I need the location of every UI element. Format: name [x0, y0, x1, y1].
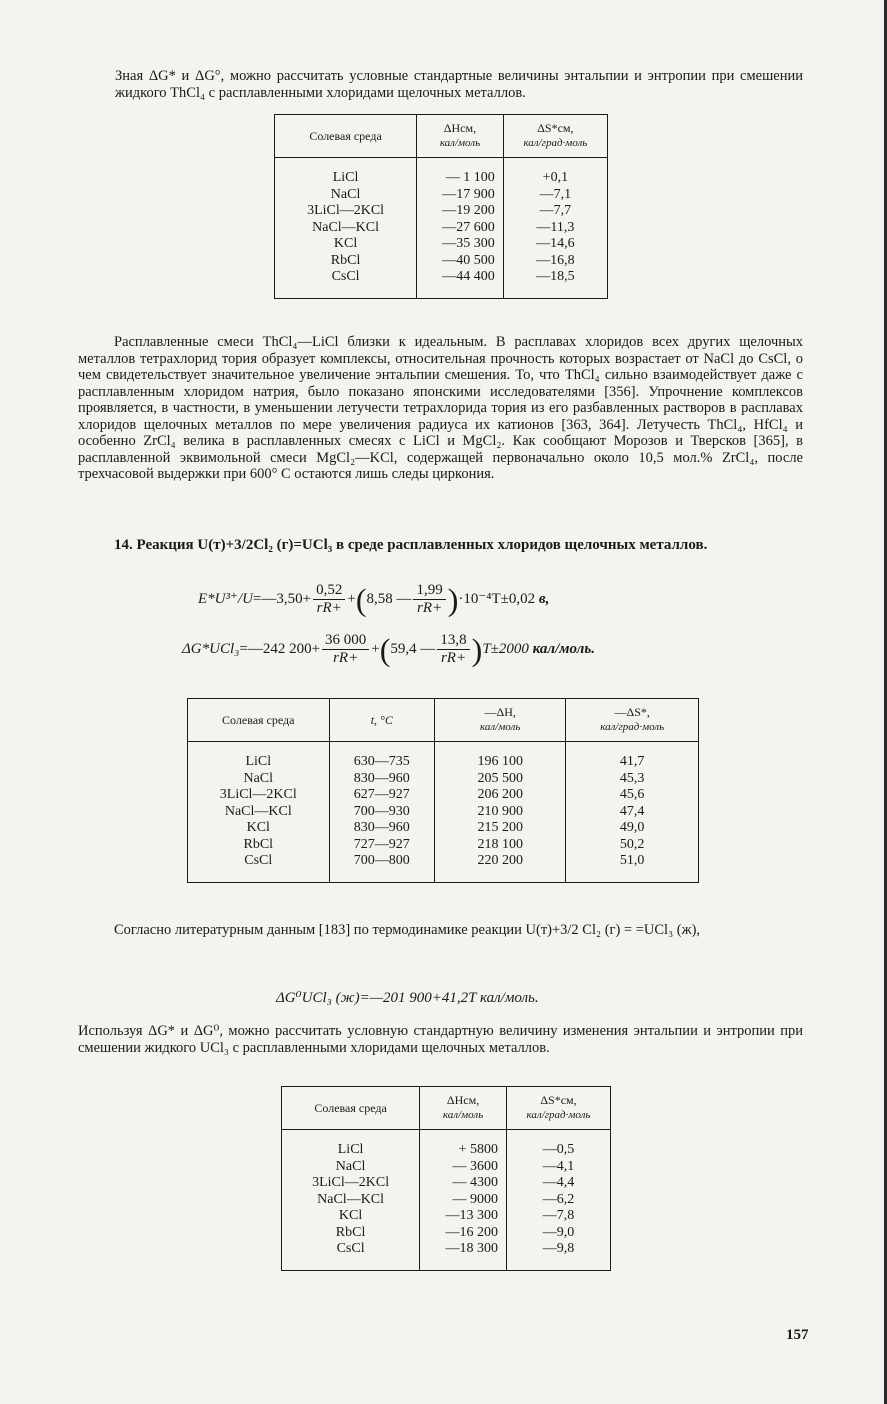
dh-column [435, 742, 566, 883]
table-cell: NaCl—KCl [317, 1191, 385, 1207]
table-cell: 3LiCl—2KCl [312, 1175, 390, 1190]
formula-potential: E*U³⁺/U=—3,50+ $\frac{0,52}{rR+}$ +(8,58 — $\frac{1,99}{rR+}$ )·10⁻⁴T±0,02 в, [198, 581, 550, 618]
formula-term: T±2000 [482, 640, 529, 657]
table-cell: 49,0 [619, 820, 645, 835]
formula-unit: кал/моль. [532, 640, 595, 657]
fraction [413, 582, 445, 617]
fraction [322, 632, 369, 667]
table-cell: NaCl [335, 1158, 366, 1174]
table-cell: 51,0 [619, 853, 645, 868]
table-cell: —4,1 [542, 1158, 575, 1174]
table-cell: 196 100 [477, 754, 523, 769]
formula-lhs: ΔG*UCl₃ [182, 640, 240, 657]
table-cell: — 9000 [452, 1191, 498, 1207]
table-cell: 627—927 [353, 787, 410, 802]
ds-column [566, 742, 699, 883]
table-cell: —44 400 [442, 269, 495, 284]
table-cell: —13 300 [445, 1208, 498, 1223]
table-cell: RbCl [243, 836, 274, 852]
table-cell: — 4300 [452, 1175, 498, 1190]
formula-term: =—242 200+ [239, 640, 321, 657]
col-header-ds [566, 699, 699, 742]
ds-column [506, 1130, 610, 1271]
table-thcl4-mixing [274, 114, 608, 299]
page-number: 157 [786, 1327, 809, 1343]
col-header-dh-unit: кал/моль [480, 721, 521, 733]
table-cell: NaCl—KCl [224, 803, 292, 819]
fraction [313, 582, 345, 617]
table-cell: RbCl [330, 252, 361, 268]
intro-paragraph: Зная ΔG* и ΔG°, можно рассчитать условные стандартные величины энтальпии и энтропии при смешении жидкого ThCl₄ с расплавленными хлоридами щелочных металлов. [115, 68, 803, 101]
col-header-dh-unit: кал/моль [439, 137, 481, 149]
mixing-paragraph: Используя ΔG* и ΔG⁰, можно рассчитать условную стандартную величину изменения энтальпии и энтропии при смешении жидкого UCl₃ с расплавленными хлоридами щелочных металлов. [78, 1023, 803, 1056]
col-header-ds [503, 115, 607, 158]
medium-column [282, 1130, 420, 1271]
table-cell: 630—735 [353, 754, 410, 769]
table-cell: LiCl [332, 170, 359, 185]
table-cell: CsCl [331, 269, 360, 284]
table-ucl3-formation [187, 698, 699, 883]
formula-term: =—3,50+ [252, 590, 312, 607]
col-header-medium: Солевая среда [188, 699, 330, 742]
table-cell: 3LiCl—2KCl [219, 787, 297, 802]
col-header-dh [435, 699, 566, 742]
col-header-dh-unit: кал/моль [442, 1109, 484, 1121]
table-cell: LiCl [245, 754, 272, 769]
table-cell: —11,3 [536, 219, 575, 235]
table-cell: 700—930 [353, 803, 410, 819]
table-cell: —17 900 [442, 186, 495, 202]
table-cell: 41,7 [619, 754, 645, 769]
medium-column [188, 742, 330, 883]
col-header-dh-label: ΔHсм, [443, 121, 477, 135]
table-cell: RbCl [335, 1224, 366, 1240]
formula-text: ΔG⁰UCl₃ (ж)=—201 900+41,2T кал/моль. [276, 990, 539, 1006]
table-cell: 215 200 [477, 820, 523, 835]
fraction-denominator: rR+ [440, 650, 467, 666]
fraction-denominator: rR+ [417, 600, 443, 616]
col-header-dh [417, 115, 504, 158]
table-cell: —14,6 [536, 236, 575, 251]
table-cell: KCl [333, 236, 358, 251]
temp-column [329, 742, 434, 883]
col-header-ds-unit: кал/град·моль [600, 721, 665, 733]
fraction-denominator: rR+ [333, 650, 359, 666]
table-cell: 220 200 [477, 853, 523, 868]
table-cell: — 3600 [452, 1158, 498, 1174]
table-cell: NaCl [330, 186, 361, 202]
section-heading: 14. Реакция U(т)+3/2Cl₂ (г)=UCl₃ в среде расплавленных хлоридов щелочных металлов. [114, 537, 708, 553]
table-cell: —7,8 [542, 1208, 575, 1223]
table-cell: —7,1 [539, 186, 572, 202]
table-cell: KCl [246, 820, 270, 835]
fraction-numerator: 36 000 [322, 632, 369, 650]
table-cell: 47,4 [619, 803, 645, 819]
col-header-ds-label: —ΔS*, [614, 705, 650, 719]
table-cell: —16 200 [445, 1224, 498, 1240]
table-cell: —18 300 [445, 1241, 498, 1256]
formula-lhs: E*U³⁺/U [198, 590, 253, 607]
table-cell: NaCl [243, 770, 274, 786]
fraction-numerator: 1,99 [413, 582, 445, 600]
table-cell: 45,3 [619, 770, 645, 786]
table-cell: CsCl [336, 1241, 365, 1256]
col-header-ds [506, 1087, 610, 1130]
table-cell: NaCl—KCl [312, 219, 380, 235]
formula-term: 59,4 — [390, 640, 436, 657]
table-cell: —16,8 [536, 252, 575, 268]
col-header-ds-unit: кал/град·моль [523, 137, 588, 149]
table-cell: —7,7 [539, 203, 572, 218]
table-cell: 45,6 [619, 787, 645, 802]
formula-unit: в, [538, 590, 550, 607]
col-header-ds-unit: кал/град·моль [526, 1109, 591, 1121]
table-ucl3-mixing [281, 1086, 611, 1271]
ds-column [503, 158, 607, 299]
table-cell: —35 300 [442, 236, 495, 251]
col-header-dh-label: —ΔH, [484, 705, 516, 719]
table-cell: —9,8 [542, 1241, 575, 1256]
col-header-medium: Солевая среда [282, 1087, 420, 1130]
col-header-dh-label: ΔHсм, [446, 1093, 480, 1107]
table-cell: 727—927 [353, 836, 410, 852]
dh-column [417, 158, 504, 299]
table-cell: 830—960 [353, 770, 410, 786]
medium-column [275, 158, 417, 299]
table-cell: 206 200 [477, 787, 523, 802]
table-cell: —0,5 [542, 1142, 575, 1157]
table-cell: 830—960 [353, 820, 410, 835]
table-cell: —19 200 [442, 203, 495, 218]
table-cell: — 1 100 [445, 170, 495, 185]
table-cell: + 5800 [458, 1142, 498, 1157]
col-header-dh [420, 1087, 507, 1130]
col-header-medium: Солевая среда [275, 115, 417, 158]
formula-term: 8,58 — [366, 590, 412, 607]
table-cell: +0,1 [542, 170, 569, 185]
table-cell: —4,4 [542, 1175, 575, 1190]
formula-term: ·10⁻⁴T±0,02 [458, 590, 536, 607]
fraction-numerator: 0,52 [313, 582, 345, 600]
body-paragraph: Расплавленные смеси ThCl₄—LiCl близки к идеальным. В расплавах хлоридов всех других щелочных металлов тетрахлорид тория образует комплексы, относительная прочность которых возрастает от NaCl до CsCl, о чем свидетельствует значительное увеличение энтальпии смешения. То, что ThCl₄ сильно взаимодействует даже с расплавленным хлоридом натрия, было показано японскими исследователями [356]. Упрочнение комплексов проявляется, в частности, в уменьшении летучести тетрахлорида тория из его разбавленных растворов в расплавах хлоридов щелочных металлов по мере увеличения радиуса их катионов [363, 364]. Летучесть ThCl₄, HfCl₄ и особенно ZrCl₄ велика в расплавленных смесях с LiCl и MgCl₂. Как сообщают Морозов и Тверсков [365], в расплавленной эквимольной смеси MgCl₂—KCl, содержащей первоначально около 10,5 мол.% ZrCl₄, после трехчасовой выдержки при 600° C остаются лишь следы циркония. [78, 334, 803, 482]
col-header-ds-label: ΔS*см, [540, 1093, 577, 1107]
fraction [437, 632, 469, 667]
table-cell: —40 500 [442, 252, 495, 268]
table-cell: —9,0 [542, 1224, 575, 1240]
table-cell: 3LiCl—2KCl [307, 203, 385, 218]
table-cell: KCl [338, 1208, 363, 1223]
col-header-ds-label: ΔS*см, [537, 121, 574, 135]
table-cell: CsCl [244, 853, 273, 868]
fraction-numerator: 13,8 [437, 632, 469, 650]
table-cell: —27 600 [442, 219, 495, 235]
col-header-temp: t, °C [329, 699, 434, 742]
table-cell: 700—800 [353, 853, 410, 868]
fraction-denominator: rR+ [316, 600, 342, 616]
table-cell: —6,2 [542, 1191, 575, 1207]
table-cell: LiCl [337, 1142, 364, 1157]
table-cell: 210 900 [477, 803, 523, 819]
table-cell: 50,2 [619, 836, 645, 852]
formula-gibbs: ΔG*UCl₃=—242 200+ $\frac{36 000}{rR+}$ +(59,4 — $\frac{13,8}{rR+}$ )T±2000 кал/моль. [182, 631, 595, 668]
table-cell: 218 100 [477, 836, 523, 852]
formula-ucl3-standard [276, 988, 539, 1007]
table-cell: —18,5 [536, 269, 575, 284]
dh-column [420, 1130, 507, 1271]
literature-paragraph: Согласно литературным данным [183] по термодинамике реакции U(т)+3/2 Cl₂ (г) = =UCl₃ (ж), [114, 922, 701, 938]
table-cell: 205 500 [477, 770, 523, 786]
